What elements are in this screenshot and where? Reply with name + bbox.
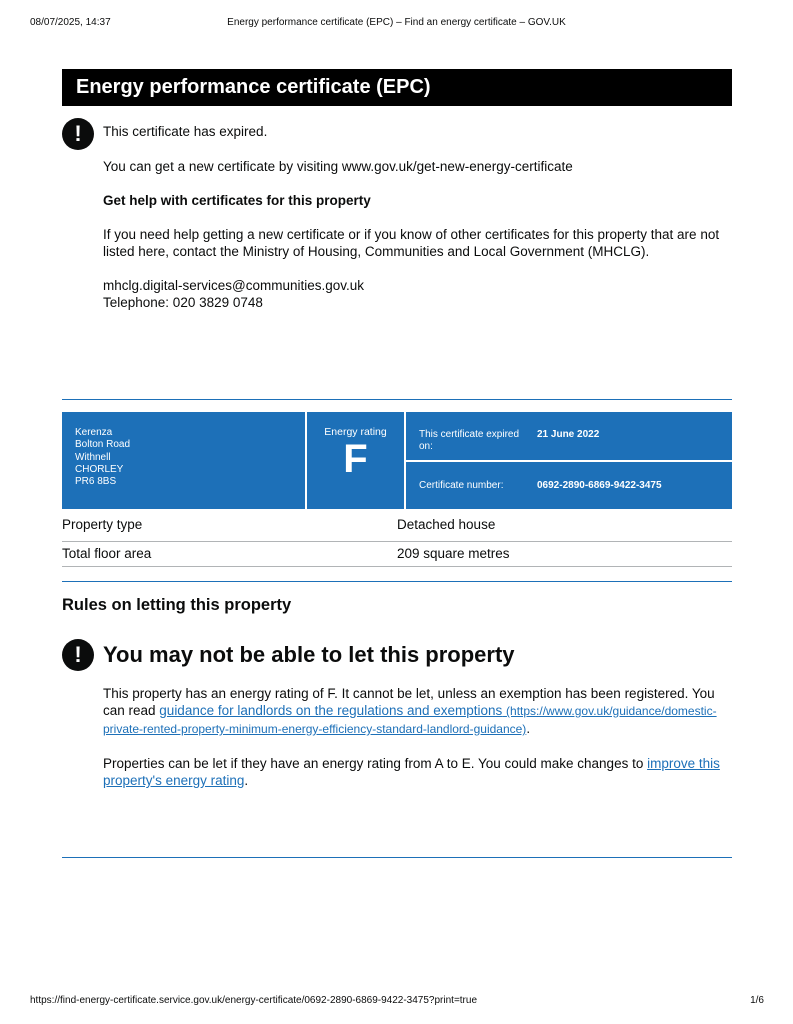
divider <box>62 581 732 582</box>
print-page-number: 1/6 <box>750 995 764 1006</box>
landlord-guidance-link-text: guidance for landlords on the regulations and exemptions <box>159 703 503 718</box>
divider <box>62 399 732 400</box>
certificate-number: 0692-2890-6869-9422-3475 <box>537 480 662 491</box>
address-line: PR6 8BS <box>75 476 117 488</box>
table-row <box>62 509 732 542</box>
address-line: Bolton Road <box>75 439 131 451</box>
page-title: Energy performance certificate (EPC) <box>62 69 732 106</box>
letting-warning-heading: You may not be able to let this property <box>103 642 515 667</box>
certificate-number-cell <box>406 462 732 509</box>
letting-warning <box>62 639 732 789</box>
energy-rating <box>307 412 404 509</box>
table-row <box>62 542 732 567</box>
expired-heading: This certificate has expired. <box>103 124 268 139</box>
letting-text-end: . <box>526 721 531 736</box>
print-page-title: Energy performance certificate (EPC) – Find an energy certificate – GOV.UK <box>227 17 566 28</box>
print-datetime: 08/07/2025, 14:37 <box>30 17 111 28</box>
exclamation-icon: ! <box>62 639 94 671</box>
address-line: CHORLEY <box>75 463 124 475</box>
floor-area-label: Total floor area <box>62 546 152 561</box>
landlord-guidance-url: (https://www.gov.uk/guidance/domestic-private-rented-property-minimum-energy-efficiency-standard-landlord-guidance) <box>103 704 717 736</box>
letting-text: Properties can be let if they have an energy rating from A to E. You could make changes to <box>103 756 648 771</box>
property-address <box>62 412 305 509</box>
certificate-details <box>406 412 732 509</box>
contact-telephone: Telephone: 020 3829 0748 <box>103 295 263 310</box>
property-details <box>62 509 732 567</box>
property-type-value: Detached house <box>397 517 496 532</box>
contact-email: mhclg.digital-services@communities.gov.uk <box>103 278 365 293</box>
address-line: Withnell <box>75 451 111 463</box>
new-certificate-text: You can get a new certificate by visiting www.gov.uk/get-new-energy-certificate <box>103 159 573 174</box>
letting-paragraph-1 <box>103 685 732 738</box>
improve-rating-link[interactable]: improve this property's energy rating <box>103 756 720 788</box>
expired-warning <box>62 118 732 311</box>
help-heading: Get help with certificates for this property <box>103 193 371 208</box>
expiry-label: This certificate expired on: <box>419 429 520 452</box>
page-content <box>62 69 732 858</box>
exclamation-icon: ! <box>62 118 94 150</box>
certificate-number-label: Certificate number: <box>419 480 504 491</box>
floor-area-value: 209 square metres <box>397 546 510 561</box>
expiry-date: 21 June 2022 <box>537 429 600 440</box>
landlord-guidance-link[interactable] <box>103 703 717 736</box>
property-type-label: Property type <box>62 517 143 532</box>
expiry-cell <box>406 412 732 460</box>
certificate-summary <box>62 412 732 509</box>
letting-text: This property has an energy rating of F. It cannot be let, unless an exemption has been registered. You can read <box>103 686 715 718</box>
energy-rating-label: Energy rating <box>324 426 387 438</box>
letting-text-end: . <box>244 773 249 788</box>
divider <box>62 857 732 858</box>
print-url: https://find-energy-certificate.service.gov.uk/energy-certificate/0692-2890-6869-9422-3475?print=true <box>30 995 478 1006</box>
address-line: Kerenza <box>75 427 113 438</box>
help-text: If you need help getting a new certificate or if you know of other certificates for this property that are not listed here, contact the Ministry of Housing, Communities and Local Government (MHCLG). <box>103 227 720 259</box>
letting-paragraph-2 <box>103 755 732 789</box>
letting-section-heading: Rules on letting this property <box>62 596 292 614</box>
energy-rating-letter: F <box>343 437 368 481</box>
